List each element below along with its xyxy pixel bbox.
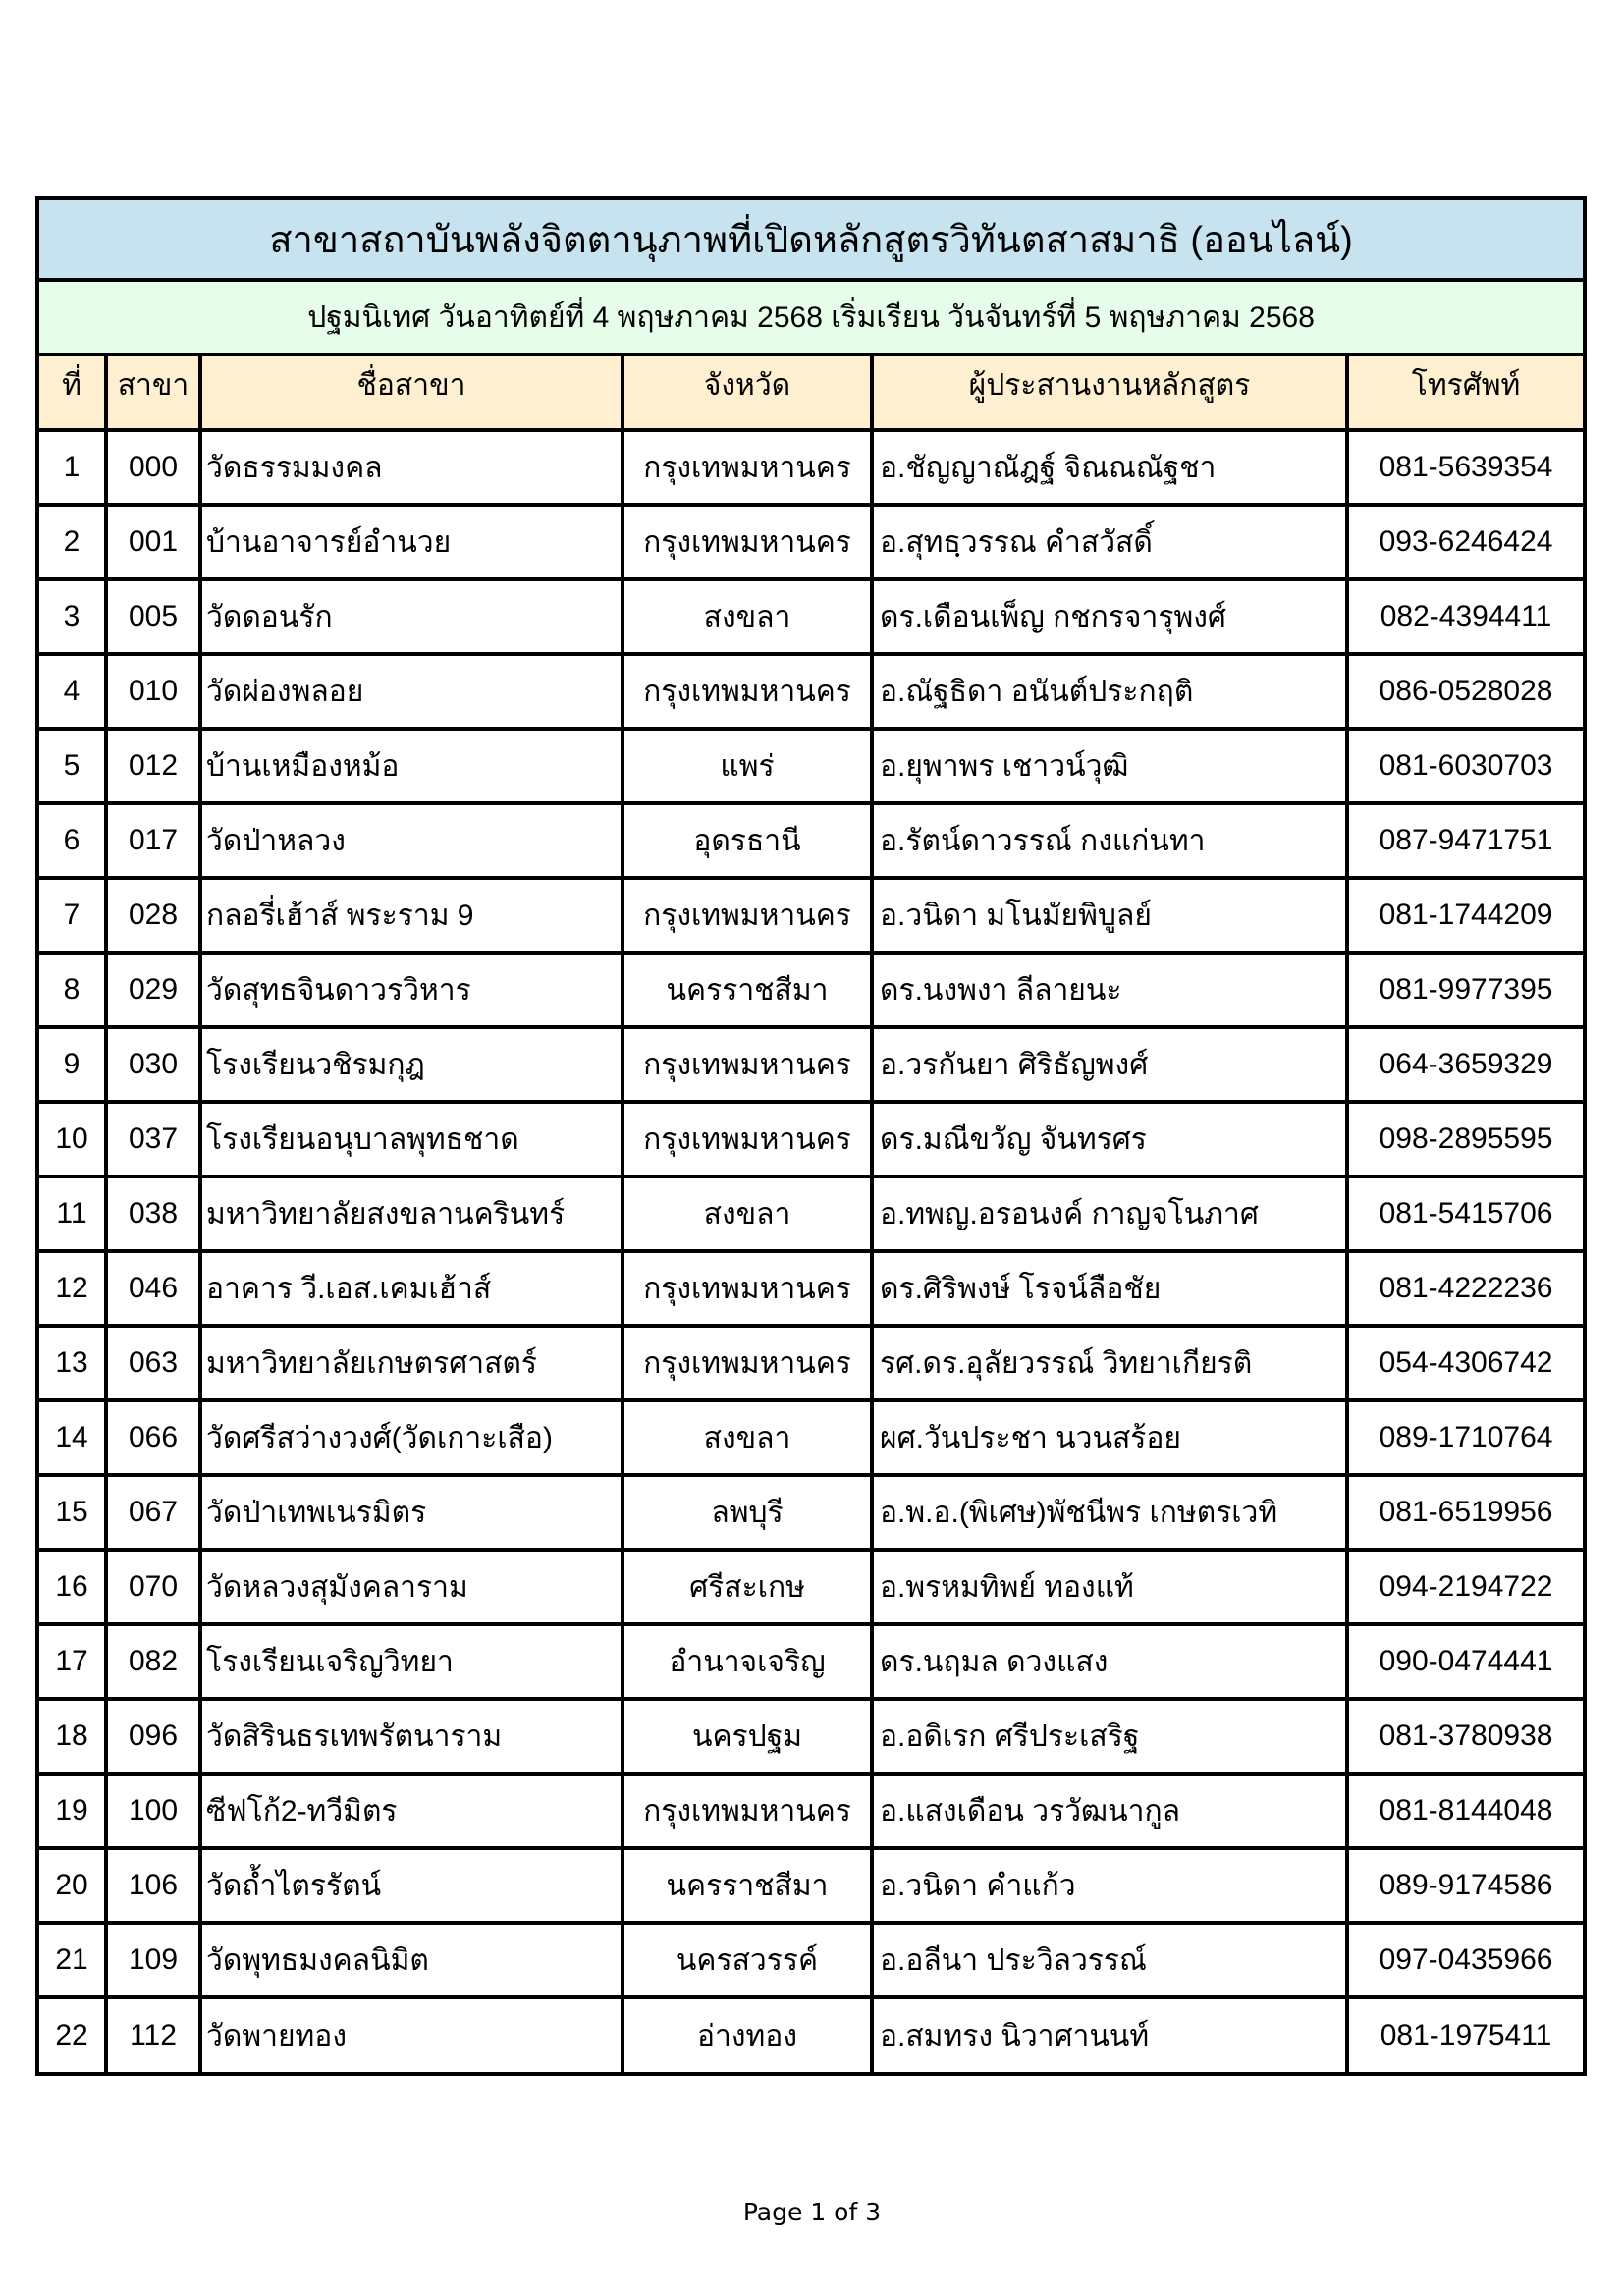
cell-branch-name: วัดป่าเทพเนรมิตร bbox=[200, 1475, 623, 1550]
header-coordinator: ผู้ประสานงานหลักสูตร bbox=[872, 355, 1347, 430]
table-row bbox=[39, 1102, 1583, 1176]
cell-phone: 090-0474441 bbox=[1347, 1624, 1583, 1699]
cell-coordinator: อ.วนิดา มโนมัยพิบูลย์ bbox=[872, 878, 1347, 953]
table-row bbox=[39, 430, 1583, 505]
cell-coordinator: อ.ทพญ.อรอนงค์ กาญจโนภาศ bbox=[872, 1176, 1347, 1251]
cell-branch-name: โรงเรียนเจริญวิทยา bbox=[200, 1624, 623, 1699]
cell-province: กรุงเทพมหานคร bbox=[623, 1326, 872, 1400]
table-row bbox=[39, 1624, 1583, 1699]
cell-phone: 054-4306742 bbox=[1347, 1326, 1583, 1400]
cell-phone: 093-6246424 bbox=[1347, 505, 1583, 579]
table-row bbox=[39, 1251, 1583, 1326]
cell-province: นครราชสีมา bbox=[623, 1848, 872, 1923]
cell-code: 001 bbox=[106, 505, 200, 579]
cell-code: 010 bbox=[106, 654, 200, 729]
cell-branch-name: กลอรี่เฮ้าส์ พระราม 9 bbox=[200, 878, 623, 953]
cell-branch-name: วัดธรรมมงคล bbox=[200, 430, 623, 505]
cell-phone: 081-3780938 bbox=[1347, 1699, 1583, 1774]
cell-coordinator: ดร.มณีขวัญ จันทรศร bbox=[872, 1102, 1347, 1176]
cell-code: 112 bbox=[106, 1997, 200, 2072]
table-row bbox=[39, 1848, 1583, 1923]
header-code: สาขา bbox=[106, 355, 200, 430]
cell-branch-name: มหาวิทยาลัยเกษตรศาสตร์ bbox=[200, 1326, 623, 1400]
cell-coordinator: รศ.ดร.อุลัยวรรณ์ วิทยาเกียรติ bbox=[872, 1326, 1347, 1400]
cell-province: กรุงเทพมหานคร bbox=[623, 430, 872, 505]
header-province: จังหวัด bbox=[623, 355, 872, 430]
cell-coordinator: อ.วนิดา คำแก้ว bbox=[872, 1848, 1347, 1923]
cell-coordinator: ดร.ศิริพงษ์ โรจน์ลือชัย bbox=[872, 1251, 1347, 1326]
cell-code: 070 bbox=[106, 1550, 200, 1624]
header-name: ชื่อสาขา bbox=[200, 355, 623, 430]
table-row bbox=[39, 1176, 1583, 1251]
cell-province: อ่างทอง bbox=[623, 1997, 872, 2072]
cell-no: 4 bbox=[39, 654, 106, 729]
cell-coordinator: อ.พรหมทิพย์ ทองแท้ bbox=[872, 1550, 1347, 1624]
table-row bbox=[39, 1923, 1583, 1997]
cell-branch-name: วัดป่าหลวง bbox=[200, 803, 623, 878]
cell-phone: 098-2895595 bbox=[1347, 1102, 1583, 1176]
cell-code: 000 bbox=[106, 430, 200, 505]
cell-branch-name: มหาวิทยาลัยสงขลานครินทร์ bbox=[200, 1176, 623, 1251]
cell-branch-name: วัดสิรินธรเทพรัตนาราม bbox=[200, 1699, 623, 1774]
table-row bbox=[39, 1326, 1583, 1400]
cell-province: นครราชสีมา bbox=[623, 953, 872, 1027]
table-row bbox=[39, 1699, 1583, 1774]
cell-province: นครสวรรค์ bbox=[623, 1923, 872, 1997]
cell-phone: 081-5415706 bbox=[1347, 1176, 1583, 1251]
cell-coordinator: อ.วรกันยา ศิริธัญพงศ์ bbox=[872, 1027, 1347, 1102]
cell-province: กรุงเทพมหานคร bbox=[623, 1027, 872, 1102]
cell-code: 063 bbox=[106, 1326, 200, 1400]
cell-phone: 081-9977395 bbox=[1347, 953, 1583, 1027]
table-row bbox=[39, 654, 1583, 729]
cell-province: กรุงเทพมหานคร bbox=[623, 878, 872, 953]
header-phone: โทรศัพท์ bbox=[1347, 355, 1583, 430]
cell-province: อุดรธานี bbox=[623, 803, 872, 878]
cell-no: 17 bbox=[39, 1624, 106, 1699]
table-row bbox=[39, 878, 1583, 953]
cell-code: 037 bbox=[106, 1102, 200, 1176]
cell-no: 14 bbox=[39, 1400, 106, 1475]
cell-code: 005 bbox=[106, 579, 200, 654]
cell-branch-name: ซีฟโก้2-ทวีมิตร bbox=[200, 1774, 623, 1848]
page-number: Page 1 of 3 bbox=[742, 2198, 882, 2226]
cell-province: สงขลา bbox=[623, 1176, 872, 1251]
cell-coordinator: อ.สมทรง นิวาศานนท์ bbox=[872, 1997, 1347, 2072]
cell-code: 100 bbox=[106, 1774, 200, 1848]
cell-code: 066 bbox=[106, 1400, 200, 1475]
cell-phone: 064-3659329 bbox=[1347, 1027, 1583, 1102]
cell-no: 3 bbox=[39, 579, 106, 654]
cell-phone: 087-9471751 bbox=[1347, 803, 1583, 878]
cell-phone: 081-1975411 bbox=[1347, 1997, 1583, 2072]
cell-code: 109 bbox=[106, 1923, 200, 1997]
cell-coordinator: อ.รัตน์ดาวรรณ์ กงแก่นทา bbox=[872, 803, 1347, 878]
cell-no: 1 bbox=[39, 430, 106, 505]
cell-no: 15 bbox=[39, 1475, 106, 1550]
cell-no: 13 bbox=[39, 1326, 106, 1400]
cell-code: 106 bbox=[106, 1848, 200, 1923]
cell-coordinator: ดร.นงพงา ลีลายนะ bbox=[872, 953, 1347, 1027]
table-row bbox=[39, 729, 1583, 803]
table-row bbox=[39, 803, 1583, 878]
cell-branch-name: วัดถ้ำไตรรัตน์ bbox=[200, 1848, 623, 1923]
table-row bbox=[39, 1774, 1583, 1848]
cell-coordinator: อ.อดิเรก ศรีประเสริฐ bbox=[872, 1699, 1347, 1774]
cell-branch-name: วัดดอนรัก bbox=[200, 579, 623, 654]
cell-no: 18 bbox=[39, 1699, 106, 1774]
cell-no: 22 bbox=[39, 1997, 106, 2072]
cell-phone: 086-0528028 bbox=[1347, 654, 1583, 729]
cell-branch-name: วัดสุทธจินดาวรวิหาร bbox=[200, 953, 623, 1027]
cell-phone: 094-2194722 bbox=[1347, 1550, 1583, 1624]
cell-province: กรุงเทพมหานคร bbox=[623, 654, 872, 729]
table-row bbox=[39, 953, 1583, 1027]
cell-code: 017 bbox=[106, 803, 200, 878]
cell-province: กรุงเทพมหานคร bbox=[623, 1774, 872, 1848]
cell-no: 2 bbox=[39, 505, 106, 579]
cell-branch-name: บ้านเหมืองหม้อ bbox=[200, 729, 623, 803]
cell-code: 067 bbox=[106, 1475, 200, 1550]
cell-province: ลพบุรี bbox=[623, 1475, 872, 1550]
cell-no: 16 bbox=[39, 1550, 106, 1624]
cell-branch-name: วัดพุทธมงคลนิมิต bbox=[200, 1923, 623, 1997]
cell-phone: 081-6030703 bbox=[1347, 729, 1583, 803]
cell-phone: 081-4222236 bbox=[1347, 1251, 1583, 1326]
cell-phone: 097-0435966 bbox=[1347, 1923, 1583, 1997]
cell-province: อำนาจเจริญ bbox=[623, 1624, 872, 1699]
document-subtitle: ปฐมนิเทศ วันอาทิตย์ที่ 4 พฤษภาคม 2568 เริ่มเรียน วันจันทร์ที่ 5 พฤษภาคม 2568 bbox=[39, 280, 1583, 355]
cell-code: 028 bbox=[106, 878, 200, 953]
table-row bbox=[39, 1997, 1583, 2072]
cell-code: 038 bbox=[106, 1176, 200, 1251]
cell-no: 19 bbox=[39, 1774, 106, 1848]
cell-phone: 082-4394411 bbox=[1347, 579, 1583, 654]
header-row bbox=[39, 355, 1583, 430]
cell-branch-name: วัดหลวงสุมังคลาราม bbox=[200, 1550, 623, 1624]
table-row bbox=[39, 1027, 1583, 1102]
cell-branch-name: อาคาร วี.เอส.เคมเฮ้าส์ bbox=[200, 1251, 623, 1326]
cell-no: 12 bbox=[39, 1251, 106, 1326]
cell-coordinator: ผศ.วันประชา นวนสร้อย bbox=[872, 1400, 1347, 1475]
cell-coordinator: ดร.เดือนเพ็ญ กชกรจารุพงศ์ bbox=[872, 579, 1347, 654]
cell-branch-name: วัดผ่องพลอย bbox=[200, 654, 623, 729]
cell-branch-name: วัดศรีสว่างวงศ์(วัดเกาะเสือ) bbox=[200, 1400, 623, 1475]
cell-branch-name: บ้านอาจารย์อำนวย bbox=[200, 505, 623, 579]
cell-code: 029 bbox=[106, 953, 200, 1027]
cell-no: 20 bbox=[39, 1848, 106, 1923]
cell-branch-name: โรงเรียนวชิรมกุฎ bbox=[200, 1027, 623, 1102]
header-no: ที่ bbox=[39, 355, 106, 430]
cell-coordinator: อ.สุทธฺวรรณ คำสวัสดิ์ bbox=[872, 505, 1347, 579]
cell-province: แพร่ bbox=[623, 729, 872, 803]
table-row bbox=[39, 1400, 1583, 1475]
cell-phone: 089-9174586 bbox=[1347, 1848, 1583, 1923]
cell-no: 8 bbox=[39, 953, 106, 1027]
cell-no: 9 bbox=[39, 1027, 106, 1102]
cell-province: สงขลา bbox=[623, 1400, 872, 1475]
cell-no: 10 bbox=[39, 1102, 106, 1176]
cell-province: กรุงเทพมหานคร bbox=[623, 505, 872, 579]
cell-phone: 081-1744209 bbox=[1347, 878, 1583, 953]
cell-no: 7 bbox=[39, 878, 106, 953]
cell-coordinator: ดร.นฤมล ดวงแสง bbox=[872, 1624, 1347, 1699]
cell-branch-name: วัดพายทอง bbox=[200, 1997, 623, 2072]
cell-coordinator: อ.ยุพาพร เชาวน์วุฒิ bbox=[872, 729, 1347, 803]
cell-province: กรุงเทพมหานคร bbox=[623, 1102, 872, 1176]
cell-code: 030 bbox=[106, 1027, 200, 1102]
cell-code: 046 bbox=[106, 1251, 200, 1326]
table-row bbox=[39, 505, 1583, 579]
table-row bbox=[39, 579, 1583, 654]
cell-no: 6 bbox=[39, 803, 106, 878]
cell-code: 096 bbox=[106, 1699, 200, 1774]
title-row bbox=[39, 200, 1583, 280]
cell-no: 5 bbox=[39, 729, 106, 803]
cell-province: สงขลา bbox=[623, 579, 872, 654]
cell-code: 012 bbox=[106, 729, 200, 803]
subtitle-row bbox=[39, 280, 1583, 355]
cell-province: นครปฐม bbox=[623, 1699, 872, 1774]
cell-coordinator: อ.แสงเดือน วรวัฒนากูล bbox=[872, 1774, 1347, 1848]
cell-coordinator: อ.อลีนา ประวิลวรรณ์ bbox=[872, 1923, 1347, 1997]
branch-table bbox=[39, 200, 1583, 2072]
cell-province: ศรีสะเกษ bbox=[623, 1550, 872, 1624]
cell-code: 082 bbox=[106, 1624, 200, 1699]
branch-table-sheet bbox=[35, 196, 1587, 2076]
cell-phone: 081-6519956 bbox=[1347, 1475, 1583, 1550]
table-row bbox=[39, 1475, 1583, 1550]
cell-no: 21 bbox=[39, 1923, 106, 1997]
cell-coordinator: อ.ชัญญาณัฎฐ์ จิณณณัฐชา bbox=[872, 430, 1347, 505]
cell-coordinator: อ.ณัฐธิดา อนันต์ประกฤติ bbox=[872, 654, 1347, 729]
cell-no: 11 bbox=[39, 1176, 106, 1251]
cell-branch-name: โรงเรียนอนุบาลพุทธชาด bbox=[200, 1102, 623, 1176]
cell-phone: 081-8144048 bbox=[1347, 1774, 1583, 1848]
cell-province: กรุงเทพมหานคร bbox=[623, 1251, 872, 1326]
document-title: สาขาสถาบันพลังจิตตานุภาพที่เปิดหลักสูตรวิทันตสาสมาธิ (ออนไลน์) bbox=[39, 200, 1583, 280]
table-row bbox=[39, 1550, 1583, 1624]
cell-coordinator: อ.พ.อ.(พิเศษ)พัชนีพร เกษตรเวทิ bbox=[872, 1475, 1347, 1550]
cell-phone: 089-1710764 bbox=[1347, 1400, 1583, 1475]
cell-phone: 081-5639354 bbox=[1347, 430, 1583, 505]
